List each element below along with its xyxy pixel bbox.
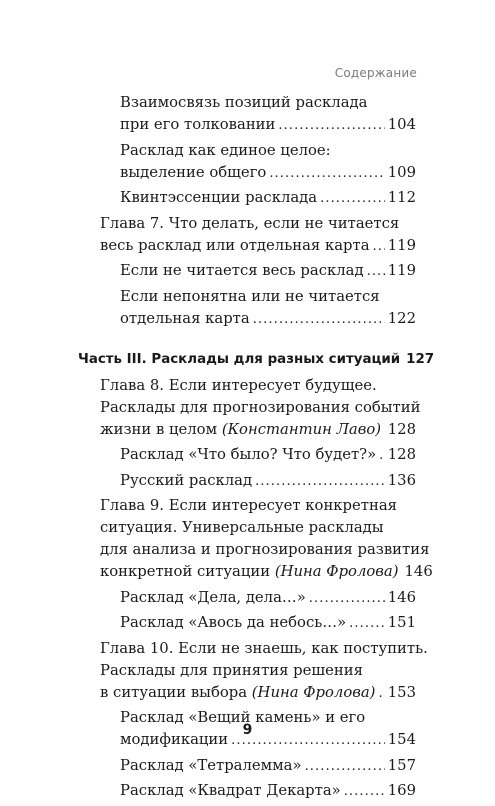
toc-page-number: 153: [387, 683, 416, 701]
toc-entry-title: Расклад «Дела, дела…»: [120, 588, 306, 606]
toc-line: [120, 470, 416, 492]
toc-entry-section[interactable]: [78, 140, 416, 184]
toc-line: [100, 213, 416, 235]
toc-entry-title: Русский расклад: [120, 471, 253, 489]
toc-line: [100, 495, 416, 517]
dot-leader: [278, 115, 384, 137]
toc-page-number: 157: [387, 756, 416, 774]
dot-leader: [269, 163, 384, 185]
toc-entry-section[interactable]: [78, 470, 416, 492]
dot-leader: [373, 236, 385, 258]
table-of-contents: [78, 92, 435, 806]
toc-line: [120, 92, 416, 114]
dot-leader: [379, 445, 385, 467]
toc-line: [120, 444, 416, 466]
toc-entry-title: Расклад как единое целое:: [120, 141, 331, 159]
toc-entry-title: Взаимосвязь позиций расклада: [120, 94, 368, 111]
toc-entry-title: Расклады для прогнозирования событий: [100, 398, 421, 416]
toc-entry-chapter[interactable]: [78, 638, 428, 704]
toc-line: [100, 638, 428, 660]
toc-entry-section[interactable]: [78, 612, 416, 634]
toc-entry-title: в ситуации выбора: [100, 683, 248, 701]
toc-line: [100, 682, 416, 704]
toc-entry-title: Глава 9. Если интересует конкретная: [100, 497, 397, 514]
dot-leader: [305, 756, 385, 778]
toc-entry-title: Часть III. Расклады для разных ситуаций: [78, 352, 401, 367]
toc-line: [100, 539, 430, 561]
toc-entry-chapter[interactable]: [78, 495, 433, 583]
toc-line: [120, 755, 416, 777]
toc-line: [120, 587, 416, 609]
toc-page-number: 154: [387, 731, 416, 748]
toc-line: [100, 419, 416, 441]
toc-entry-section[interactable]: [78, 444, 416, 466]
toc-entry-author: (Нина Фролова): [247, 683, 376, 701]
toc-page-number: 128: [387, 420, 416, 438]
running-head: Содержание: [334, 66, 417, 80]
toc-entry-part[interactable]: [78, 349, 435, 371]
toc-page-number: 136: [387, 471, 416, 489]
toc-entry-section[interactable]: [78, 587, 416, 609]
toc-entry-title: Глава 7. Что делать, если не читается: [100, 214, 400, 232]
toc-line: [120, 187, 416, 209]
toc-page-number: 151: [387, 614, 416, 631]
dot-leader: [253, 309, 385, 331]
toc-line: [120, 114, 416, 136]
toc-entry-author: (Нина Фролова): [270, 563, 399, 580]
toc-entry-title: выделение общего: [120, 163, 267, 181]
toc-entry-chapter[interactable]: [78, 375, 421, 441]
dot-leader: [378, 683, 384, 705]
toc-entry-title: Расклад «Что было? Что будет?»: [120, 446, 377, 463]
toc-entry-title: Расклад «Тетралемма»: [120, 756, 302, 774]
toc-line: [100, 397, 421, 419]
toc-entry-title: Расклад «Вещий камень» и его: [120, 709, 366, 726]
dot-leader: [367, 261, 385, 283]
toc-page-number: 112: [387, 189, 416, 206]
dot-leader: [384, 420, 385, 442]
toc-line: [120, 780, 416, 802]
dot-leader: [255, 471, 385, 493]
toc-page-number: 122: [387, 309, 416, 327]
toc-line: [120, 140, 416, 162]
toc-entry-title: отдельная карта: [120, 309, 250, 327]
toc-line: [100, 235, 416, 257]
toc-line: [120, 260, 416, 282]
toc-entry-title: Расклад «Авось да небось…»: [120, 614, 347, 631]
toc-page-number: 146: [387, 588, 416, 606]
toc-entry-section[interactable]: [78, 187, 416, 209]
toc-entry-section[interactable]: [78, 260, 416, 282]
toc-line: [100, 517, 416, 539]
toc-page-number: 128: [387, 446, 416, 463]
toc-line: [100, 375, 416, 397]
toc-page-number: 109: [387, 163, 416, 181]
toc-entry-title: Квинтэссенции расклада: [120, 189, 318, 206]
toc-line: [120, 286, 416, 308]
part-spacer: [78, 333, 416, 349]
toc-entry-chapter[interactable]: [78, 213, 416, 257]
toc-entry-author: (Константин Лаво): [217, 420, 382, 438]
toc-entry-section[interactable]: [78, 286, 416, 330]
toc-entry-section[interactable]: [78, 92, 416, 136]
dot-leader: [320, 188, 385, 210]
toc-entry-title: весь расклад или отдельная карта: [100, 236, 370, 254]
toc-entry-title: ситуация. Универсальные расклады: [100, 519, 384, 536]
toc-line: [120, 308, 416, 330]
toc-page-number: 119: [387, 262, 416, 279]
toc-entry-title: при его толковании: [120, 116, 276, 133]
toc-entry-title: Если непонятна или не читается: [120, 287, 380, 305]
toc-page-number: 127: [406, 352, 435, 367]
toc-page-number: 146: [404, 563, 433, 580]
toc-entry-title: для анализа и прогнозирования развития: [100, 541, 430, 558]
toc-entry-title: Если не читается весь расклад: [120, 262, 364, 279]
toc-entry-title: модификации: [120, 731, 229, 748]
toc-entry-title: Глава 8. Если интересует будущее.: [100, 376, 377, 394]
toc-entry-title: Расклады для принятия решения: [100, 661, 363, 679]
dot-leader: [349, 613, 385, 635]
dot-leader: [309, 588, 385, 610]
toc-entry-title: Глава 10. Если не знаешь, как поступить.: [100, 639, 428, 657]
toc-entry-title: конкретной ситуации: [100, 563, 271, 580]
toc-line: [100, 660, 416, 682]
toc-entry-title: Расклад «Квадрат Декарта»: [120, 782, 341, 799]
toc-line: [78, 349, 435, 371]
toc-entry-section[interactable]: [78, 755, 416, 777]
toc-line: [120, 612, 416, 634]
toc-entry-title: жизни в целом: [100, 420, 218, 438]
toc-page-number: 104: [387, 116, 416, 133]
toc-line: [120, 162, 416, 184]
toc-page-number: 119: [387, 236, 416, 254]
toc-line: [100, 561, 433, 583]
toc-entry-section[interactable]: [78, 780, 416, 802]
page-number: 9: [242, 722, 253, 738]
toc-page-number: 169: [387, 782, 416, 799]
